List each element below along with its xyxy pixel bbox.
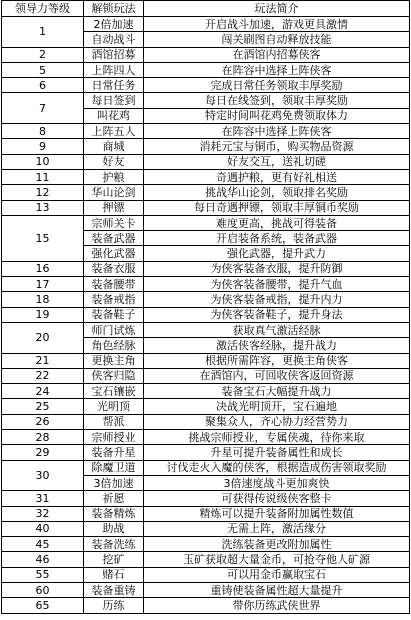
header-feature: 解锁玩法	[84, 1, 144, 17]
table-row	[2, 368, 410, 383]
feature-cell: 更换主角	[84, 353, 144, 368]
level-cell: 28	[2, 430, 84, 445]
level-cell: 29	[2, 445, 84, 460]
level-cell: 40	[2, 521, 84, 536]
feature-cell: 3倍加速	[84, 475, 144, 490]
feature-cell: 装备衣服	[84, 261, 144, 276]
table-row	[2, 582, 410, 597]
description-cell: 决战光明顶开，宝石遍地	[144, 399, 410, 414]
feature-cell: 角色经脉	[84, 338, 144, 353]
table-row	[2, 414, 410, 429]
table-row	[2, 215, 410, 230]
table-row	[2, 154, 410, 169]
description-cell: 开启战斗加速，游戏更具激情	[144, 17, 410, 32]
table-row	[2, 139, 410, 154]
feature-cell: 宝石镶嵌	[84, 384, 144, 399]
level-cell: 19	[2, 307, 84, 322]
table-row	[2, 537, 410, 552]
description-cell: 强化武器，提升武力	[144, 246, 410, 261]
description-cell: 开启装备系统，装备武器	[144, 231, 410, 246]
description-cell: 装备宝石大幅提升战力	[144, 384, 410, 399]
level-cell: 12	[2, 185, 84, 200]
description-cell: 讨伐走火入魔的侠客，根据造成伤害领取奖励	[144, 460, 410, 475]
feature-cell: 上阵四人	[84, 62, 144, 77]
feature-cell: 华山论剑	[84, 185, 144, 200]
description-cell: 洗练装备更改附加属性	[144, 537, 410, 552]
header-description: 玩法简介	[144, 1, 410, 17]
description-cell: 闯关刷图自动释放技能	[144, 32, 410, 47]
level-cell: 17	[2, 277, 84, 292]
feature-cell: 侠客归隐	[84, 368, 144, 383]
feature-cell: 宗师授业	[84, 430, 144, 445]
description-cell: 难度更高，挑战可得装备	[144, 215, 410, 230]
feature-cell: 装备重铸	[84, 582, 144, 597]
feature-cell: 历练	[84, 598, 144, 613]
feature-cell: 装备升星	[84, 445, 144, 460]
table-row	[2, 169, 410, 184]
table-row	[2, 93, 410, 108]
feature-cell: 装备鞋子	[84, 307, 144, 322]
description-cell: 为侠客装备衣服，提升防御	[144, 261, 410, 276]
description-cell: 特定时间叫花鸡免费领取体力	[144, 108, 410, 123]
feature-cell: 除魔卫道	[84, 460, 144, 475]
table-body	[2, 1, 410, 614]
header-row	[2, 1, 410, 17]
feature-cell: 2倍加速	[84, 17, 144, 32]
description-cell: 挑战华山论剑，领取排名奖励	[144, 185, 410, 200]
feature-cell: 押镖	[84, 200, 144, 215]
description-cell: 无需上阵，激活缘分	[144, 521, 410, 536]
level-cell: 22	[2, 368, 84, 383]
description-cell: 在阵容中选择上阵侠客	[144, 62, 410, 77]
description-cell: 完成日常任务领取丰厚奖励	[144, 78, 410, 93]
description-cell: 在阵容中选择上阵侠客	[144, 124, 410, 139]
level-cell: 26	[2, 414, 84, 429]
table-row	[2, 384, 410, 399]
description-cell: 升星可提升装备属性和成长	[144, 445, 410, 460]
level-cell: 55	[2, 567, 84, 582]
feature-cell: 装备精炼	[84, 506, 144, 521]
description-cell: 消耗元宝与铜币，购买物品资源	[144, 139, 410, 154]
feature-cell: 自动战斗	[84, 32, 144, 47]
level-cell: 65	[2, 598, 84, 613]
table-row	[2, 598, 410, 613]
feature-cell: 日常任务	[84, 78, 144, 93]
level-cell: 9	[2, 139, 84, 154]
unlock-table	[1, 0, 410, 614]
table-row	[2, 292, 410, 307]
table-row	[2, 200, 410, 215]
feature-cell: 上阵五人	[84, 124, 144, 139]
level-cell: 16	[2, 261, 84, 276]
description-cell: 根据所需阵容，更换主角侠客	[144, 353, 410, 368]
table-row	[2, 185, 410, 200]
level-cell: 60	[2, 582, 84, 597]
table-row	[2, 78, 410, 93]
table-row	[2, 353, 410, 368]
description-cell: 为侠客装备腰带，提升气血	[144, 277, 410, 292]
feature-cell: 祈愿	[84, 491, 144, 506]
description-cell: 精炼可以提升装备附加属性数值	[144, 506, 410, 521]
feature-cell: 帮派	[84, 414, 144, 429]
table-row	[2, 62, 410, 77]
table-row	[2, 277, 410, 292]
description-cell: 每日奇遇押镖，领取丰厚铜币奖励	[144, 200, 410, 215]
description-cell: 在酒馆内，可回收侠客返回资源	[144, 368, 410, 383]
table-row	[2, 124, 410, 139]
description-cell: 玉矿获取超大量金币，可抢夺他人矿源	[144, 552, 410, 567]
table-row	[2, 47, 410, 62]
table-row	[2, 17, 410, 32]
description-cell: 带你历练武侠世界	[144, 598, 410, 613]
level-cell: 46	[2, 552, 84, 567]
table-row	[2, 399, 410, 414]
level-cell: 13	[2, 200, 84, 215]
level-cell: 31	[2, 491, 84, 506]
feature-cell: 护粮	[84, 169, 144, 184]
description-cell: 为侠客装备鞋子，提升身法	[144, 307, 410, 322]
table-row	[2, 552, 410, 567]
feature-cell: 装备腰带	[84, 277, 144, 292]
level-cell: 45	[2, 537, 84, 552]
level-cell: 24	[2, 384, 84, 399]
table-row	[2, 521, 410, 536]
description-cell: 在酒馆内招募侠客	[144, 47, 410, 62]
level-cell: 10	[2, 154, 84, 169]
level-cell: 30	[2, 460, 84, 491]
feature-cell: 酒馆招募	[84, 47, 144, 62]
level-cell: 8	[2, 124, 84, 139]
table-row	[2, 567, 410, 582]
level-cell: 20	[2, 322, 84, 353]
description-cell: 每日在线签到，领取丰厚奖励	[144, 93, 410, 108]
level-cell: 25	[2, 399, 84, 414]
feature-cell: 装备戒指	[84, 292, 144, 307]
description-cell: 好友交互，送礼切磋	[144, 154, 410, 169]
feature-cell: 好友	[84, 154, 144, 169]
table-row	[2, 430, 410, 445]
feature-cell: 光明顶	[84, 399, 144, 414]
level-cell: 2	[2, 47, 84, 62]
description-cell: 3倍速度战斗更加爽快	[144, 475, 410, 490]
level-cell: 15	[2, 215, 84, 261]
level-cell: 18	[2, 292, 84, 307]
level-cell: 7	[2, 93, 84, 124]
level-cell: 21	[2, 353, 84, 368]
feature-cell: 装备武器	[84, 231, 144, 246]
feature-cell: 挖矿	[84, 552, 144, 567]
unlock-table-sheet	[1, 0, 409, 614]
description-cell: 激活侠客经脉，提升战力	[144, 338, 410, 353]
table-row	[2, 491, 410, 506]
description-cell: 奇遇护粮，更有好礼相送	[144, 169, 410, 184]
feature-cell: 赌石	[84, 567, 144, 582]
table-row	[2, 307, 410, 322]
description-cell: 重铸使装备属性超大量提升	[144, 582, 410, 597]
feature-cell: 师门试炼	[84, 322, 144, 337]
description-cell: 挑战宗师授业，专属侠魂，待你来取	[144, 430, 410, 445]
description-cell: 可以用金币赢取宝石	[144, 567, 410, 582]
feature-cell: 助战	[84, 521, 144, 536]
table-row	[2, 460, 410, 475]
description-cell: 可获得传说级侠客整卡	[144, 491, 410, 506]
feature-cell: 强化武器	[84, 246, 144, 261]
feature-cell: 装备洗练	[84, 537, 144, 552]
description-cell: 获取真气激活经脉	[144, 322, 410, 337]
feature-cell: 叫花鸡	[84, 108, 144, 123]
level-cell: 32	[2, 506, 84, 521]
description-cell: 聚集众人，齐心协力经营势力	[144, 414, 410, 429]
feature-cell: 宗师关卡	[84, 215, 144, 230]
feature-cell: 商城	[84, 139, 144, 154]
table-row	[2, 506, 410, 521]
table-row	[2, 445, 410, 460]
level-cell: 11	[2, 169, 84, 184]
level-cell: 1	[2, 17, 84, 48]
level-cell: 5	[2, 62, 84, 77]
table-row	[2, 322, 410, 337]
header-level: 领导力等级	[2, 1, 84, 17]
level-cell: 6	[2, 78, 84, 93]
feature-cell: 每日签到	[84, 93, 144, 108]
table-row	[2, 261, 410, 276]
description-cell: 为侠客装备戒指，提升内力	[144, 292, 410, 307]
